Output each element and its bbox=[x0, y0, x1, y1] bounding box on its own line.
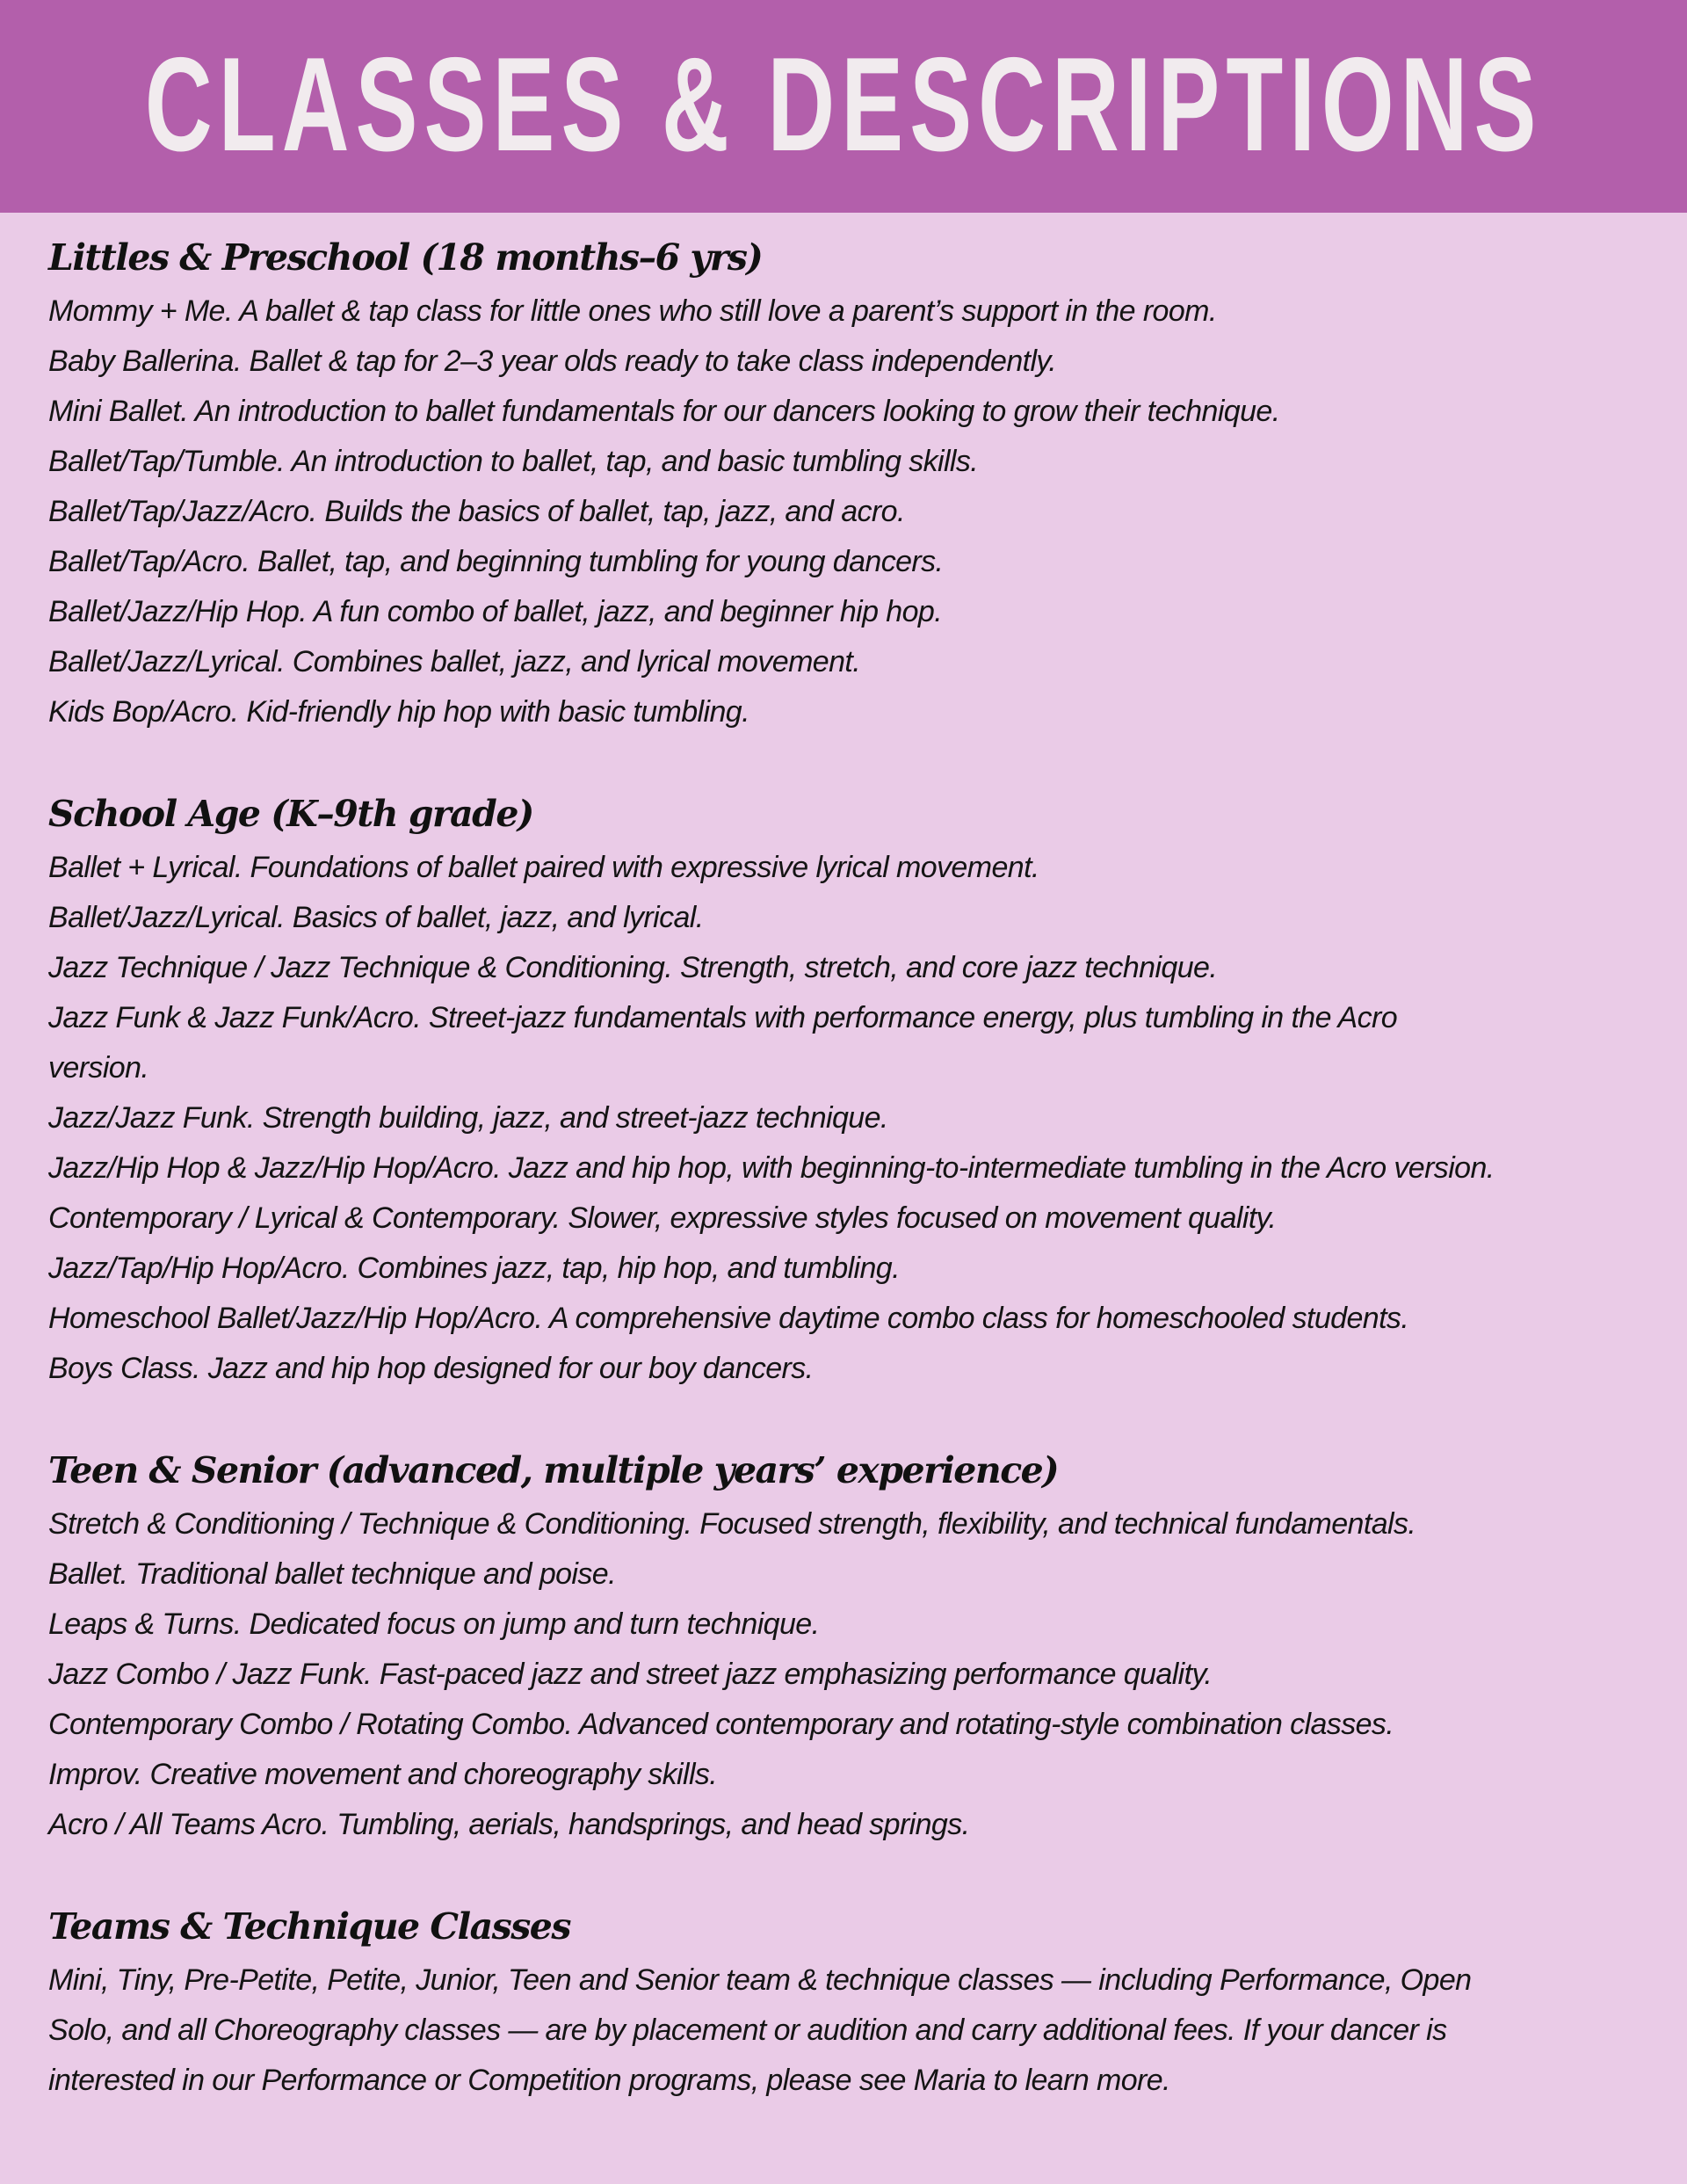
teams-note-paragraph: Mini, Tiny, Pre-Petite, Petite, Junior, Teen and Senior team & technique classes — including Performance, Open Solo, and all Choreography classes — are by placement or audition and carry additional fees. If your dancer is interested in our Performance or Competition programs, please see Maria to learn more. bbox=[48, 1963, 1472, 2097]
section-littles-preschool bbox=[48, 230, 1656, 737]
class-description: Stretch & Conditioning / Technique & Conditioning. Focused strength, flexibility, and technical fundamentals. bbox=[48, 1507, 1416, 1541]
class-description: Homeschool Ballet/Jazz/Hip Hop/Acro. A comprehensive daytime combo class for homeschooled students. bbox=[48, 1302, 1409, 1335]
class-description: Jazz/Tap/Hip Hop/Acro. Combines jazz, tap, hip hop, and tumbling. bbox=[48, 1252, 900, 1285]
class-description: Ballet/Jazz/Lyrical. Basics of ballet, jazz, and lyrical. bbox=[48, 901, 704, 934]
section-heading: Teen & Senior (advanced, multiple years’ experience) bbox=[48, 1449, 1059, 1491]
class-description: Acro / All Teams Acro. Tumbling, aerials, handsprings, and head springs. bbox=[48, 1808, 970, 1841]
class-description: Mommy + Me. A ballet & tap class for little ones who still love a parent’s support in the room. bbox=[48, 294, 1217, 328]
class-description: Ballet. Traditional ballet technique and poise. bbox=[48, 1557, 616, 1591]
section-teams-technique bbox=[48, 1899, 1656, 2106]
class-description: Jazz Funk & Jazz Funk/Acro. Street-jazz fundamentals with performance energy, plus tumbling in the Acro version. bbox=[48, 1001, 1398, 1085]
section-heading: Teams & Technique Classes bbox=[48, 1905, 570, 1948]
section-heading: Littles & Preschool (18 months–6 yrs) bbox=[48, 236, 763, 279]
class-description: Ballet/Jazz/Lyrical. Combines ballet, jazz, and lyrical movement. bbox=[48, 645, 861, 678]
class-description: Contemporary / Lyrical & Contemporary. Slower, expressive styles focused on movement quality. bbox=[48, 1201, 1277, 1235]
class-description: Baby Ballerina. Ballet & tap for 2–3 year olds ready to take class independently. bbox=[48, 345, 1057, 378]
class-description: Ballet/Tap/Acro. Ballet, tap, and beginning tumbling for young dancers. bbox=[48, 545, 944, 578]
class-description: Ballet + Lyrical. Foundations of ballet paired with expressive lyrical movement. bbox=[48, 851, 1039, 884]
class-description: Kids Bop/Acro. Kid-friendly hip hop with basic tumbling. bbox=[48, 695, 749, 729]
class-description: Ballet/Tap/Jazz/Acro. Builds the basics of ballet, tap, jazz, and acro. bbox=[48, 495, 905, 528]
class-description: Jazz/Hip Hop & Jazz/Hip Hop/Acro. Jazz and hip hop, with beginning-to-intermediate tumbling in the Acro version. bbox=[48, 1151, 1495, 1185]
class-description: Mini Ballet. An introduction to ballet fundamentals for our dancers looking to grow their technique. bbox=[48, 395, 1280, 428]
class-description: Ballet/Jazz/Hip Hop. A fun combo of ballet, jazz, and beginner hip hop. bbox=[48, 595, 943, 628]
class-list bbox=[48, 230, 1656, 2155]
class-description: Contemporary Combo / Rotating Combo. Advanced contemporary and rotating-style combination classes. bbox=[48, 1708, 1394, 1741]
page-header bbox=[0, 0, 1687, 213]
class-description: Improv. Creative movement and choreography skills. bbox=[48, 1758, 718, 1791]
section-teen-senior bbox=[48, 1443, 1656, 1850]
page-title: CLASSES & DESCRIPTIONS bbox=[144, 30, 1543, 179]
class-description: Jazz Technique / Jazz Technique & Conditioning. Strength, stretch, and core jazz technique. bbox=[48, 951, 1218, 984]
class-description: Boys Class. Jazz and hip hop designed for our boy dancers. bbox=[48, 1352, 814, 1385]
class-description: Jazz/Jazz Funk. Strength building, jazz, and street-jazz technique. bbox=[48, 1101, 888, 1135]
section-heading: School Age (K–9th grade) bbox=[48, 793, 533, 835]
class-description: Jazz Combo / Jazz Funk. Fast-paced jazz and street jazz emphasizing performance quality. bbox=[48, 1658, 1213, 1691]
class-description: Ballet/Tap/Tumble. An introduction to ballet, tap, and basic tumbling skills. bbox=[48, 445, 979, 478]
class-description: Leaps & Turns. Dedicated focus on jump and turn technique. bbox=[48, 1607, 820, 1641]
section-school-age bbox=[48, 787, 1656, 1394]
